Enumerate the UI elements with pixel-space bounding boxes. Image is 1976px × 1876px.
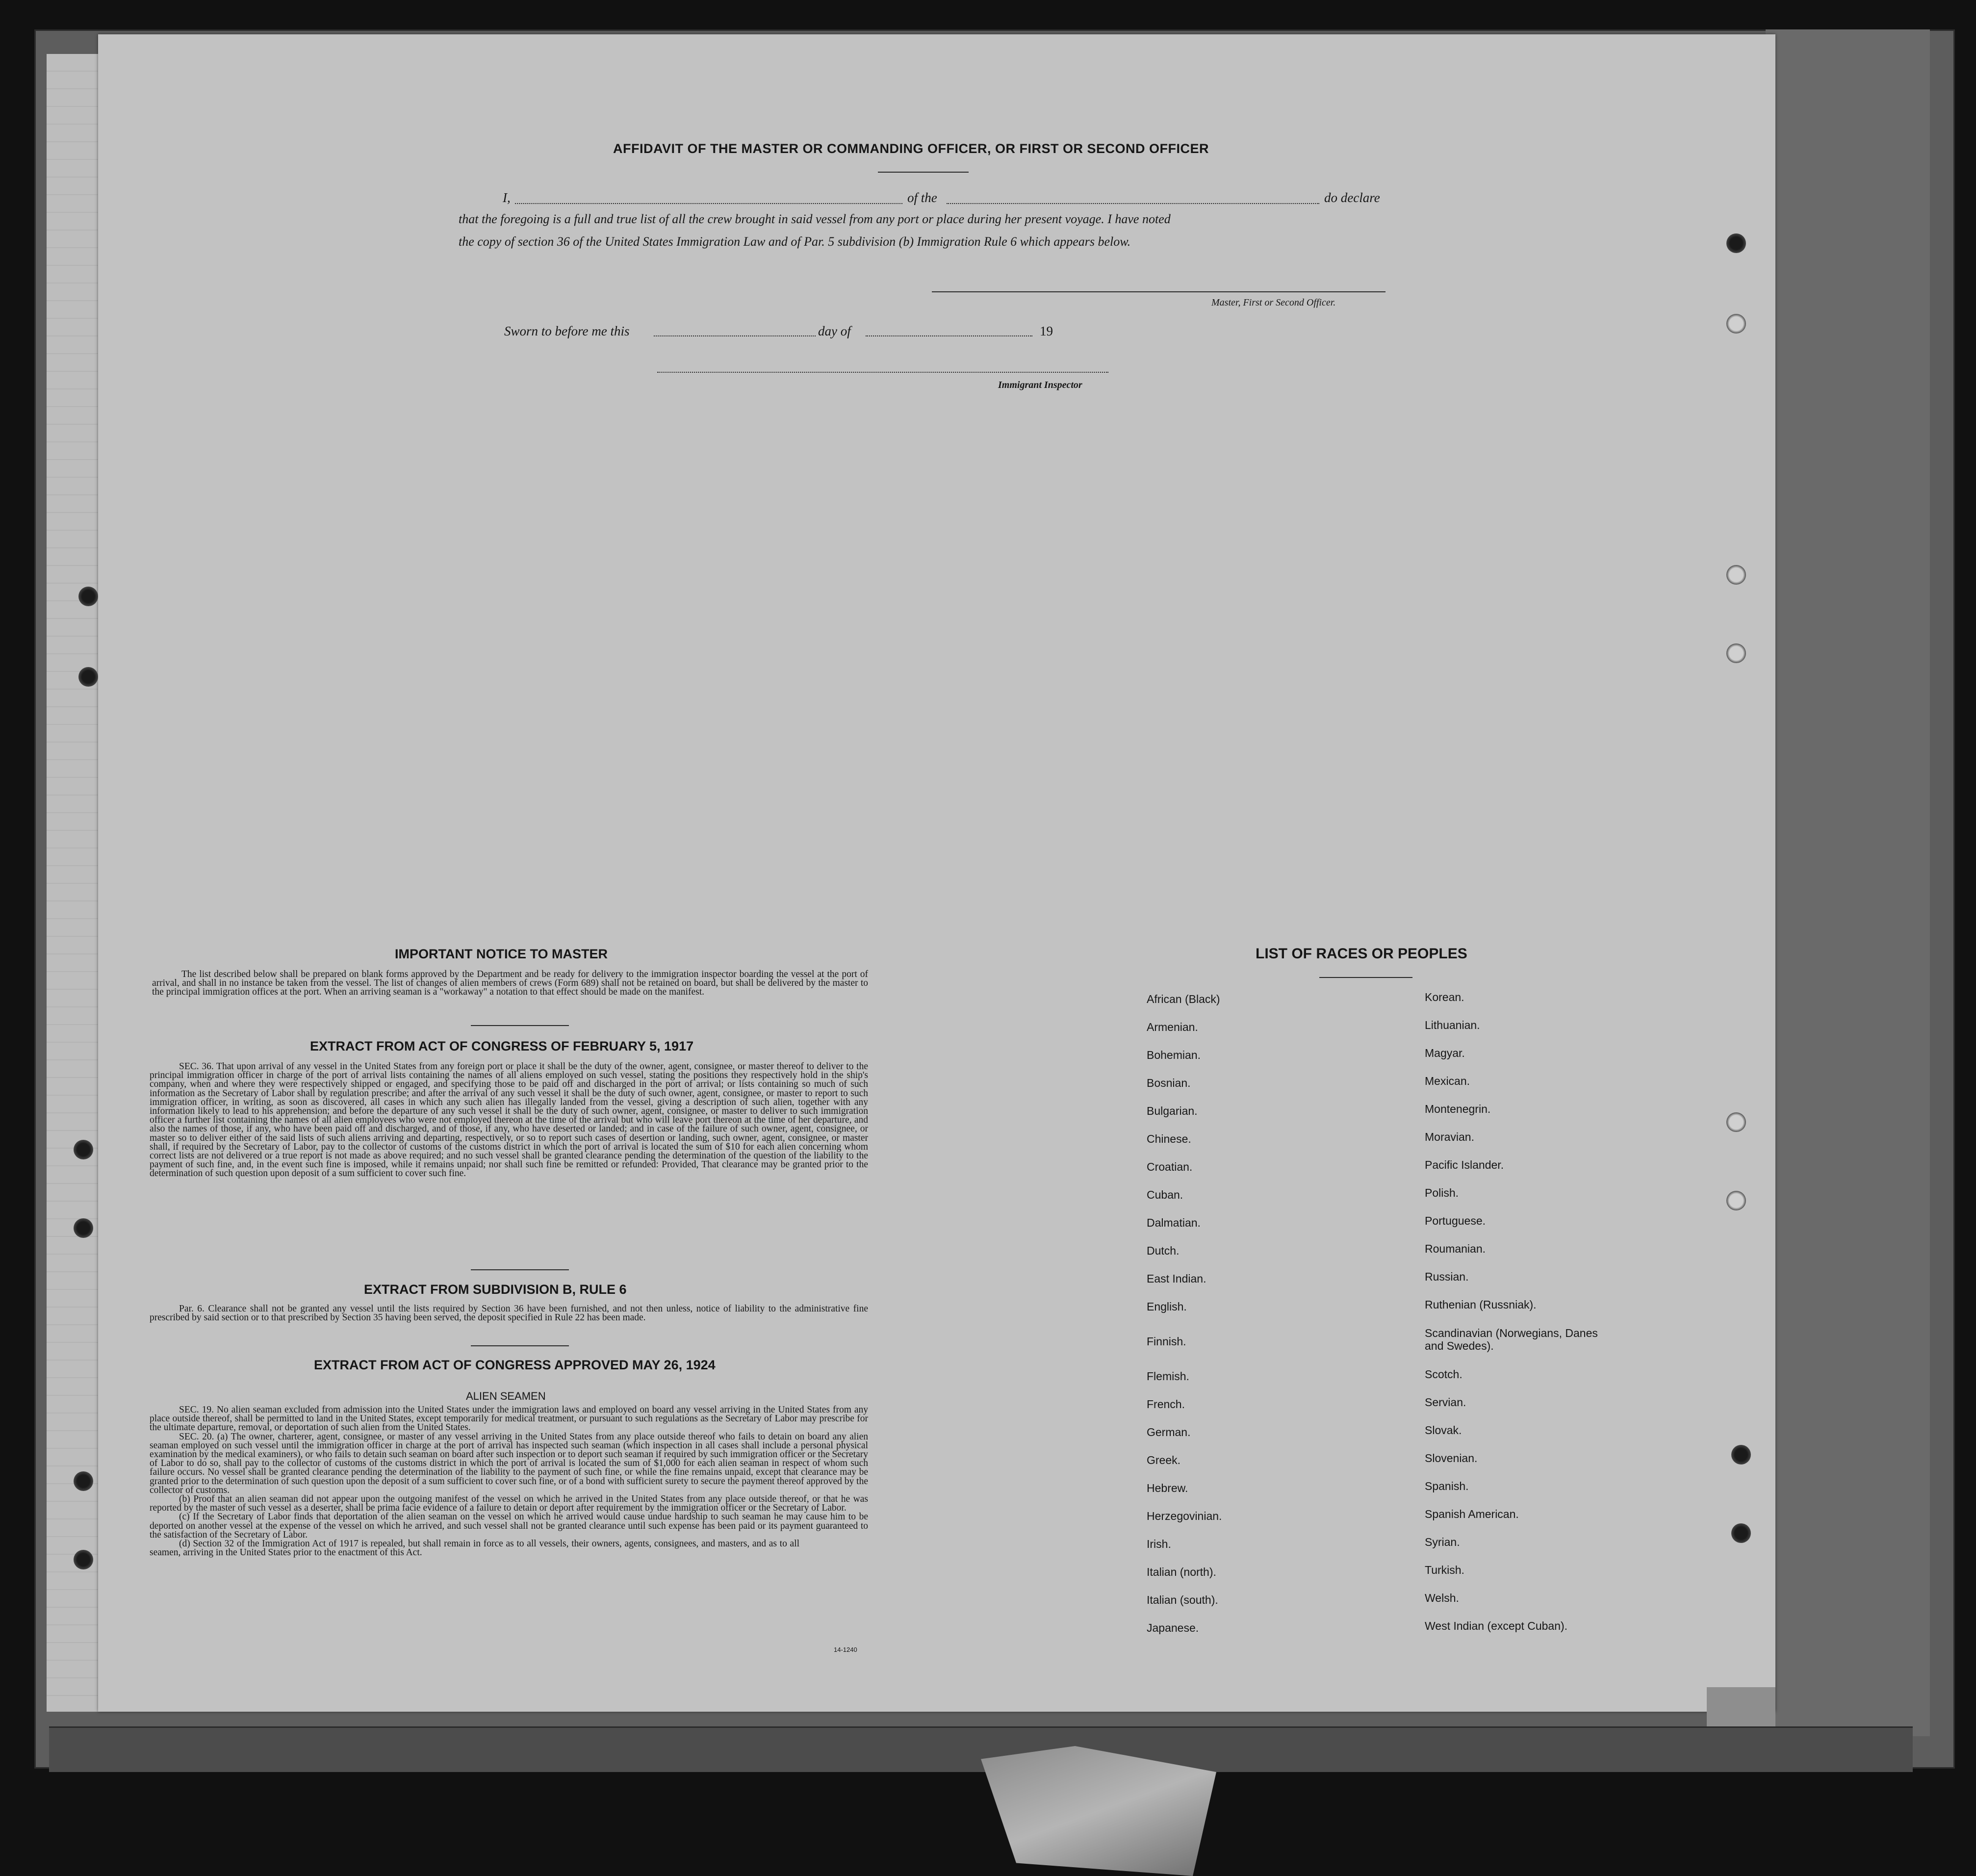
race-item: Russian. <box>1425 1270 1469 1283</box>
punch-hole <box>78 667 98 687</box>
race-item: Dutch. <box>1147 1244 1180 1257</box>
notice-text: The list described below shall be prepared on blank forms approved by the Department and be ready for delivery to the immigration inspector boarding the vessel at the port of arrival, and shall in no instance be taken from the vessel. The list of changes of alien members of crews (Form 689) shall not be retained on board, but shall be delivered by the master to the principal immigration offices at the port. When an arriving seaman is a "workaway" a notation to that effect should be made on the manifest. <box>152 969 868 998</box>
race-item: East Indian. <box>1147 1272 1206 1285</box>
affidavit-line3: the copy of section 36 of the United States Immigration Law and of Par. 5 subdivision (b) Immigration Rule 6 which appears below. <box>459 234 1131 249</box>
race-item: Moravian. <box>1425 1131 1474 1143</box>
section-rule <box>471 1345 569 1346</box>
race-item: Servian. <box>1425 1396 1466 1409</box>
race-item: Cuban. <box>1147 1188 1183 1201</box>
right-underlying-sheet <box>1766 29 1930 1736</box>
vessel-fill-line <box>947 203 1319 204</box>
extract-1924-text-block <box>150 1406 868 1557</box>
race-item: Flemish. <box>1147 1370 1189 1383</box>
punch-hole <box>74 1550 93 1569</box>
punch-hole <box>1726 1112 1746 1132</box>
inspector-label: Immigrant Inspector <box>998 380 1082 390</box>
race-item: Magyar. <box>1425 1047 1465 1059</box>
race-item: Herzegovinian. <box>1147 1510 1222 1522</box>
punch-hole <box>1726 314 1746 334</box>
extract-rule6-text: Par. 6. Clearance shall not be granted any vessel until the lists required by Section 36 have been furnished, and not then unless, notice of liability to the administrative fine prescribed by said section or to that prescribed by Section 35 having been served, the deposit specified in Rule 22 has been made. <box>150 1304 868 1323</box>
punch-hole <box>1726 565 1746 585</box>
race-item: Korean. <box>1425 991 1464 1003</box>
race-item: Pacific Islander. <box>1425 1158 1504 1171</box>
extract-1924-sec20d: (d) Section 32 of the Immigration Act of 1917 is repealed, but shall remain in force as to all vessels, their owners, agents, consignees, and masters, and as to all seamen, arriving in the United States prior to the enactment of this Act. <box>150 1539 799 1558</box>
extract-1924-sec20b: (b) Proof that an alien seaman did not appear upon the outgoing manifest of the vessel on which he arrived in the United States from any place outside thereof, or that he was reported by the master of such vessel as a deserter, shall be prima facie evidence of a failure to detain or deport after requirement by the immigration officer or the Secretary of Labor. <box>150 1494 868 1514</box>
race-item: Lithuanian. <box>1425 1019 1480 1031</box>
affidavit-title: AFFIDAVIT OF THE MASTER OR COMMANDING OFFICER, OR FIRST OR SECOND OFFICER <box>613 141 1209 156</box>
page-corner-shade <box>1707 1687 1775 1726</box>
race-item: Spanish. <box>1425 1480 1469 1492</box>
extract-1924-sec20c: (c) If the Secretary of Labor finds that deportation of the alien seaman on the vessel on which he arrived would cause undue hardship to such seaman he may cause him to be deported on another vessel at the expense of the vessel on which he arrived, and such vessel shall not be granted clearance until such expense has been paid or its payment guaranteed to the satisfaction of the Secretary of Labor. <box>150 1512 868 1540</box>
signature-line <box>932 291 1386 292</box>
race-item: Polish. <box>1425 1186 1459 1199</box>
sworn-month-fill-line <box>866 335 1032 336</box>
name-fill-line <box>515 203 902 204</box>
race-item: German. <box>1147 1426 1191 1439</box>
extract-rule6-text-block <box>150 1305 868 1322</box>
race-item: Spanish American. <box>1425 1508 1519 1520</box>
race-item: Slovak. <box>1425 1424 1462 1437</box>
punch-hole <box>74 1471 93 1491</box>
race-item: Irish. <box>1147 1538 1171 1550</box>
punch-hole <box>1731 1445 1751 1465</box>
sworn-text-a: Sworn to before me this <box>504 324 630 338</box>
notice-title: IMPORTANT NOTICE TO MASTER <box>395 947 608 961</box>
punch-hole <box>1726 1191 1746 1210</box>
section-rule <box>471 1269 569 1270</box>
race-item: Bosnian. <box>1147 1077 1191 1089</box>
punch-hole <box>1726 643 1746 663</box>
affidavit-line1-c: do declare <box>1324 190 1380 205</box>
extract-1924-sec20a: SEC. 20. (a) The owner, charterer, agent, consignee, or master of any vessel arriving in the United States from any place outside thereof who fails to detain on board any alien seaman employed on such vessel until the immigration officer in charge at the port of arrival has inspected such seaman (which inspection in all cases shall include a personal physical examination by the medical examiners), or who fails to detain such seaman on board after such inspection or to deport such seaman if required by such immigration officer or the Secretary of Labor to do so, shall pay to the collector of customs of the customs district in which the port of arrival is located the sum of $1,000 for each alien seaman in respect of whom such failure occurs. No vessel shall be granted clearance pending the determination of the liability to the payment of such fine, or while the fine remains unpaid, except that clearance may be granted prior to the determination of such question upon the deposit of a sum sufficient to cover such fine, or of a bond with sufficient surety to secure the payment thereof approved by the collector of customs. <box>150 1431 868 1495</box>
race-item: West Indian (except Cuban). <box>1425 1619 1568 1632</box>
extract-1917-title: EXTRACT FROM ACT OF CONGRESS OF FEBRUARY 5, 1917 <box>310 1039 694 1054</box>
races-title-rule <box>1319 977 1412 978</box>
title-rule <box>878 172 969 173</box>
punch-hole <box>1726 233 1746 253</box>
race-item: Montenegrin. <box>1425 1103 1491 1115</box>
section-rule <box>471 1025 569 1026</box>
punch-hole <box>1731 1523 1751 1543</box>
race-item: French. <box>1147 1398 1185 1411</box>
race-item: Hebrew. <box>1147 1482 1188 1494</box>
race-item: Italian (south). <box>1147 1593 1218 1606</box>
form-number: 14-1240 <box>834 1646 857 1653</box>
race-item: Mexican. <box>1425 1075 1470 1087</box>
affidavit-line2: that the foregoing is a full and true list of all the crew brought in said vessel from any port or place during her present voyage. I have noted <box>459 212 1171 226</box>
race-item: Slovenian. <box>1425 1452 1478 1465</box>
torn-paper-scrap <box>981 1746 1216 1876</box>
extract-1917-text-block <box>150 1062 868 1179</box>
race-item: Bulgarian. <box>1147 1105 1198 1117</box>
affidavit-line1-b: of the <box>907 190 937 205</box>
race-item: Welsh. <box>1425 1592 1459 1604</box>
race-item: Scotch. <box>1425 1368 1463 1381</box>
race-item: Greek. <box>1147 1454 1181 1466</box>
punch-hole <box>74 1140 93 1159</box>
extract-rule6-title: EXTRACT FROM SUBDIVISION B, RULE 6 <box>364 1282 627 1297</box>
race-item: Dalmatian. <box>1147 1216 1201 1229</box>
race-item: Bohemian. <box>1147 1049 1201 1061</box>
bottom-strip <box>49 1726 1913 1772</box>
extract-1917-text: SEC. 36. That upon arrival of any vessel in the United States from any foreign port or place it shall be the duty of the owner, agent, consignee, or master thereof to deliver to the principal immigration officer in charge of the port of arrival lists containing the names of all aliens employed on such vessel, stating the positions they respectively hold in the ship's company, when and where they were respectively shipped or engaged, and specifying those to be paid off and discharged in the port of arrival; or lists containing so much of such information as the Secretary of Labor shall by regulation prescribe; and after the arrival of any such vessel it shall be the duty of such owner, agent, consignee, or master to report to such immigration officer, in writing, as soon as discovered, all cases in which any such alien has illegally landed from the vessel, giving a description of such alien, together with any information likely to lead to his apprehension; and before the departure of any such vessel it shall be the duty of such owner, agent, consignee, or master to deliver to such immigration officer a further list containing the names of all alien employees who were not employed thereon at the time of the arrival but who will leave port thereon at the time of her departure, and also the names of those, if any, who have been paid off and discharged, and of those, if any, who have deserted or landed; and in case of the failure of such owner, agent, consignee, or master so to deliver either of the said lists of such aliens arriving and departing, respectively, or so to report such cases of desertion or landing, such owner, agent, consignee, or master shall, if required by the Secretary of Labor, pay to the collector of customs of the customs district in which the port of arrival is located the sum of $10 for each alien concerning whom correct lists are not delivered or a true report is not made as above required; and no such vessel shall be granted clearance pending the determination of the question of the liability to the payment of such fine, and, in the event such fine is imposed, while it remains unpaid; nor shall such fine be remitted or refunded: Provided, That clearance may be granted prior to the determination of such question upon deposit of a sum sufficient to cover such fine. <box>150 1061 868 1179</box>
race-item: Roumanian. <box>1425 1242 1486 1255</box>
extract-1924-sec19: SEC. 19. No alien seaman excluded from admission into the United States under the immigration laws and employed on board any vessel arriving in the United States from any place outside thereof, shall be permitted to land in the United States, except temporarily for medical treatment, or pursuant to such regulations as the Secretary of Labor may prescribe for the ultimate departure, removal, or deportation of such alien from the United States. <box>150 1405 868 1433</box>
races-title: LIST OF RACES OR PEOPLES <box>1256 946 1467 962</box>
race-item: Croatian. <box>1147 1160 1193 1173</box>
race-item: Chinese. <box>1147 1132 1191 1145</box>
race-item: Japanese. <box>1147 1621 1199 1634</box>
sworn-day-fill-line <box>654 335 816 336</box>
extract-1924-subtitle: ALIEN SEAMEN <box>466 1390 546 1402</box>
race-item: Syrian. <box>1425 1536 1460 1548</box>
extract-1924-title: EXTRACT FROM ACT OF CONGRESS APPROVED MAY 26, 1924 <box>314 1358 716 1372</box>
punch-hole <box>74 1218 93 1238</box>
race-item: Scandinavian (Norwegians, Danes and Swedes). <box>1425 1327 1598 1352</box>
race-item: English. <box>1147 1300 1187 1313</box>
affidavit-line1-a: I, <box>503 190 511 205</box>
race-item: Finnish. <box>1147 1335 1186 1348</box>
inspector-signature-line <box>657 372 1108 373</box>
sworn-text-b: day of <box>818 324 851 338</box>
race-item: African (Black) <box>1147 993 1220 1005</box>
sworn-year-prefix: 19 <box>1040 324 1053 338</box>
punch-hole <box>78 587 98 606</box>
race-item: Portuguese. <box>1425 1214 1486 1227</box>
race-item: Turkish. <box>1425 1564 1464 1576</box>
notice-text-block <box>152 970 868 997</box>
race-item: Italian (north). <box>1147 1566 1216 1578</box>
race-item: Armenian. <box>1147 1021 1198 1033</box>
race-item: Ruthenian (Russniak). <box>1425 1298 1537 1311</box>
signature-label: Master, First or Second Officer. <box>1211 297 1336 308</box>
